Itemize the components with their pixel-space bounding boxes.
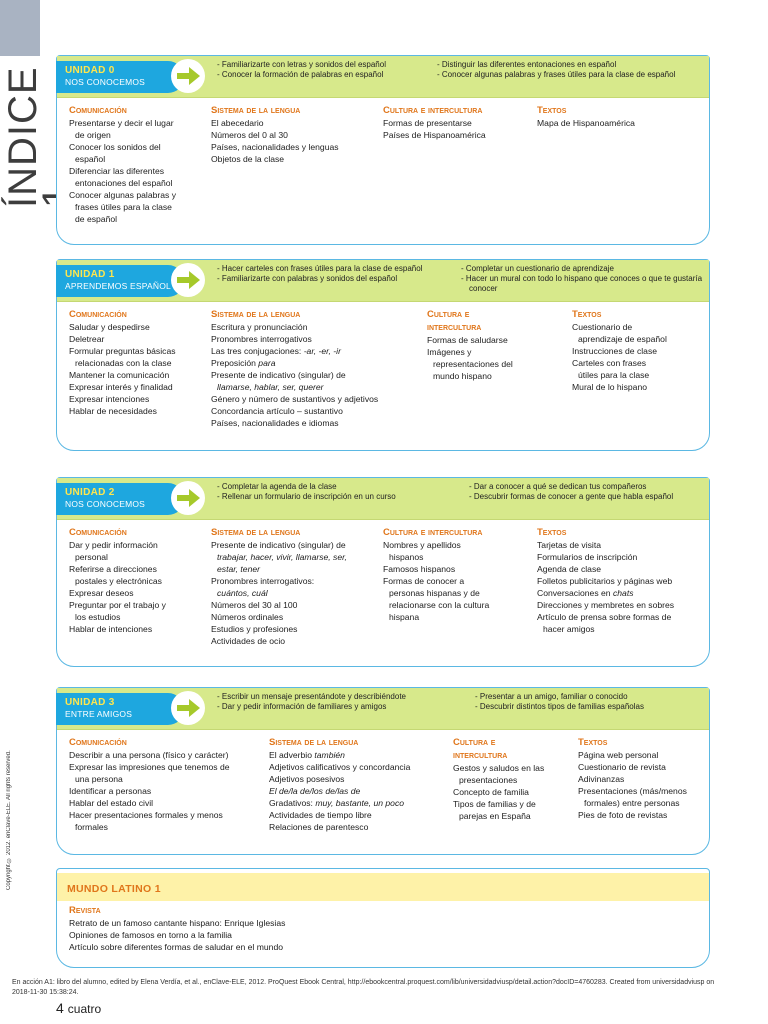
objectives-left — [217, 692, 465, 712]
mundo-line: Artículo sobre diferentes formas de saludar en el mundo — [69, 942, 284, 952]
column-line: Tarjetas de visita — [537, 540, 602, 550]
column-line: formales — [75, 822, 108, 832]
mundo-latino-header — [57, 873, 709, 901]
column-line: Expresar intenciones — [69, 394, 150, 404]
column-line: Dar y pedir información — [69, 540, 158, 550]
column-title: Comunicación — [69, 527, 127, 538]
column-line: relacionadas con la clase — [75, 358, 172, 368]
column-line: Formas de presentarse — [383, 118, 472, 128]
column-line: personal — [75, 552, 108, 562]
mundo-section-title: Revista — [69, 905, 101, 916]
unit-body — [57, 98, 709, 224]
column-line: postales y electrónicas — [75, 576, 162, 586]
column-line: El abecedario — [211, 118, 264, 128]
mundo-line: Opiniones de famosos en torno a la familia — [69, 930, 232, 940]
column-line: Adjetivos posesivos — [269, 774, 345, 784]
page-number-digit: 4 — [56, 1000, 64, 1016]
column-line: relacionarse con la cultura — [389, 600, 490, 610]
unit-box — [56, 477, 710, 667]
column-line: hacer amigos — [543, 624, 595, 634]
column-title: Sistema de la lengua — [269, 737, 359, 748]
column-line: Expresar deseos — [69, 588, 134, 598]
mundo-latino-box — [56, 868, 710, 968]
column-line: Gradativos: muy, bastante, un poco — [269, 798, 405, 808]
content-column — [69, 736, 230, 833]
content-column — [537, 526, 674, 635]
unit-body — [57, 302, 709, 428]
column-line: parejas en España — [459, 811, 531, 821]
column-title: Cultura e intercultura — [383, 527, 483, 538]
column-line: Referirse a direcciones — [69, 564, 157, 574]
unit-box — [56, 687, 710, 855]
column-line: Pronombres interrogativos — [211, 334, 312, 344]
corner-block — [0, 0, 40, 56]
column-line: Formas de conocer a — [383, 576, 465, 586]
objective-item: - Completar la agenda de la clase — [217, 482, 337, 491]
column-title: Comunicación — [69, 737, 127, 748]
unit-subtitle: ENTRE AMIGOS — [65, 709, 133, 719]
column-line: Presentarse y decir el lugar — [69, 118, 174, 128]
column-line: presentaciones — [459, 775, 518, 785]
unit-box — [56, 259, 710, 451]
column-title: Cultura e — [453, 737, 496, 748]
column-line: Hablar del estado civil — [69, 798, 154, 808]
unit-number: UNIDAD 3 — [65, 697, 115, 708]
column-title: Sistema de la lengua — [211, 527, 301, 538]
column-line: Hablar de necesidades — [69, 406, 157, 416]
objective-item: - Conocer la formación de palabras en español — [217, 70, 384, 79]
content-column — [453, 736, 544, 822]
unit-number: UNIDAD 1 — [65, 269, 115, 280]
column-line: Conocer algunas palabras y — [69, 190, 177, 200]
column-line: Estudios y profesiones — [211, 624, 298, 634]
column-line: Actividades de tiempo libre — [269, 810, 372, 820]
unit-header — [57, 260, 709, 302]
column-line: Cuestionario de revista — [578, 762, 666, 772]
objectives-left — [217, 60, 427, 80]
unit-header — [57, 478, 709, 520]
column-line: los estudios — [75, 612, 121, 622]
column-line: Actividades de ocio — [211, 636, 286, 646]
column-line: Formularios de inscripción — [537, 552, 638, 562]
column-line: Artículo de prensa sobre formas de — [537, 612, 672, 622]
column-line: Expresar las impresiones que tenemos de — [69, 762, 230, 772]
objective-item: - Hacer un mural con todo lo hispano que conoces o que te gustaría conocer — [461, 274, 703, 293]
mundo-latino-title: MUNDO LATINO 1 — [67, 883, 161, 895]
column-line: trabajar, hacer, vivir, llamarse, ser, — [217, 552, 347, 562]
column-line: El adverbio también — [269, 750, 345, 760]
column-line: cuántos, cuál — [217, 588, 268, 598]
column-line: Pronombres interrogativos: — [211, 576, 315, 586]
column-title: Textos — [572, 309, 602, 320]
unit-box — [56, 55, 710, 245]
column-line: hispanos — [389, 552, 424, 562]
column-line: Nombres y apellidos — [383, 540, 461, 550]
column-line: Agenda de clase — [537, 564, 602, 574]
objective-item: - Hacer carteles con frases útiles para la clase de español — [217, 264, 423, 273]
objectives-right — [461, 264, 707, 294]
unit-tab — [56, 693, 184, 725]
column-line: Saludar y despedirse — [69, 322, 150, 332]
column-line: una persona — [75, 774, 123, 784]
column-title: intercultura — [427, 322, 482, 333]
unit-header — [57, 688, 709, 730]
unit-body — [57, 730, 709, 832]
column-line: Concordancia artículo – sustantivo — [211, 406, 343, 416]
column-line: Escritura y pronunciación — [211, 322, 308, 332]
objective-item: - Descubrir distintos tipos de familias españolas — [475, 702, 644, 711]
unit-tab — [56, 265, 184, 297]
column-line: Página web personal — [578, 750, 659, 760]
column-line: Hacer presentaciones formales y menos — [69, 810, 223, 820]
column-line: Tipos de familias y de — [453, 799, 536, 809]
column-line: Adivinanzas — [578, 774, 625, 784]
column-line: Países de Hispanoamérica — [383, 130, 486, 140]
column-line: Presentaciones (más/menos — [578, 786, 687, 796]
objective-item: - Dar y pedir información de familiares y amigos — [217, 702, 387, 711]
objectives-left — [217, 482, 459, 502]
column-line: Folletos publicitarios y páginas web — [537, 576, 673, 586]
column-title: Textos — [578, 737, 608, 748]
unit-number: UNIDAD 0 — [65, 65, 115, 76]
column-line: Formular preguntas básicas — [69, 346, 176, 356]
column-line: Gestos y saludos en las — [453, 763, 545, 773]
unit-tab — [56, 483, 184, 515]
unit-subtitle: NOS CONOCEMOS — [65, 499, 146, 509]
column-line: mundo hispano — [433, 371, 492, 381]
column-line: Género y número de sustantivos y adjetivos — [211, 394, 379, 404]
column-line: llamarse, hablar, ser, querer — [217, 382, 324, 392]
column-line: Números del 0 al 30 — [211, 130, 288, 140]
column-line: Hablar de intenciones — [69, 624, 153, 634]
column-line: hispana — [389, 612, 420, 622]
footer-citation: En acción A1: libro del alumno, edited by Elena Verdía, et al., enClave-ELE, 2012. ProQuest Ebook Central, http://ebookcentral.proquest.com/lib/universidadviusp/detail.action?docID=4760283. Created from universidadviusp on 2018-11-30 15:38:24. — [12, 979, 715, 996]
objectives-left — [217, 264, 451, 284]
side-title: ÍNDICE — [1, 66, 45, 208]
column-line: Preposición para — [211, 358, 276, 368]
column-title: Textos — [537, 105, 567, 116]
column-line: Países, nacionalidades e idiomas — [211, 418, 339, 428]
unit-number: UNIDAD 2 — [65, 487, 115, 498]
content-column — [427, 308, 513, 382]
content-column — [269, 736, 410, 833]
column-title: Comunicación — [69, 309, 127, 320]
content-column — [572, 308, 667, 393]
column-line: El de/la de/los de/las de — [269, 786, 361, 796]
column-line: Mural de lo hispano — [572, 382, 648, 392]
mundo-latino-body — [57, 901, 709, 953]
objective-item: - Familiarizarte con letras y sonidos del español — [217, 60, 386, 69]
arrow-right-icon — [171, 481, 205, 515]
unit-subtitle: APRENDEMOS ESPAÑOL — [65, 281, 171, 291]
column-title: Textos — [537, 527, 567, 538]
content-column — [69, 526, 166, 635]
column-line: representaciones del — [433, 359, 513, 369]
column-line: Formas de saludarse — [427, 335, 508, 345]
content-column — [383, 104, 486, 141]
content-column — [578, 736, 687, 821]
column-line: de español — [75, 214, 118, 224]
column-line: Mantener la comunicación — [69, 370, 170, 380]
page-number-word: cuatro — [67, 1002, 102, 1016]
column-line: Países, nacionalidades y lenguas — [211, 142, 339, 152]
unit-tab — [56, 61, 184, 93]
mundo-line: Retrato de un famoso cantante hispano: Enrique Iglesias — [69, 918, 286, 928]
objective-item: - Descubrir formas de conocer a gente que habla español — [469, 492, 674, 501]
objectives-right — [475, 692, 707, 712]
column-line: Las tres conjugaciones: -ar, -er, -ir — [211, 346, 341, 356]
objective-item: - Familiarizarte con palabras y sonidos del español — [217, 274, 398, 283]
objective-item: - Completar un cuestionario de aprendizaje — [461, 264, 614, 273]
column-line: entonaciones del español — [75, 178, 173, 188]
column-line: Instrucciones de clase — [572, 346, 658, 356]
column-line: Deletrear — [69, 334, 105, 344]
column-line: Carteles con frases — [572, 358, 647, 368]
unit-body — [57, 520, 709, 646]
content-column — [69, 104, 176, 225]
column-line: Diferenciar las diferentes — [69, 166, 165, 176]
column-line: de origen — [75, 130, 111, 140]
column-line: Presente de indicativo (singular) de — [211, 370, 346, 380]
column-line: Números ordinales — [211, 612, 284, 622]
content-column — [69, 308, 176, 417]
column-line: Mapa de Hispanoamérica — [537, 118, 635, 128]
column-line: Concepto de familia — [453, 787, 529, 797]
column-line: Conocer los sonidos del — [69, 142, 161, 152]
content-column — [211, 526, 347, 647]
objective-item: - Distinguir las diferentes entonaciones en español — [437, 60, 617, 69]
content-column — [383, 526, 489, 623]
column-line: Famosos hispanos — [383, 564, 456, 574]
column-line: Conversaciones en chats — [537, 588, 634, 598]
content-column — [537, 104, 635, 129]
column-line: Relaciones de parentesco — [269, 822, 369, 832]
column-line: Expresar interés y finalidad — [69, 382, 173, 392]
column-line: español — [75, 154, 106, 164]
column-line: Cuestionario de — [572, 322, 633, 332]
objective-item: - Presentar a un amigo, familiar o conocido — [475, 692, 628, 701]
arrow-right-icon — [171, 691, 205, 725]
column-title: Cultura e intercultura — [383, 105, 483, 116]
content-column — [211, 308, 378, 429]
column-title: Comunicación — [69, 105, 127, 116]
column-line: Números del 30 al 100 — [211, 600, 298, 610]
unit-subtitle: NOS CONOCEMOS — [65, 77, 146, 87]
column-title: intercultura — [453, 750, 508, 761]
column-line: estar, tener — [217, 564, 260, 574]
objectives-right — [437, 60, 707, 80]
column-line: personas hispanas y de — [389, 588, 480, 598]
column-line: útiles para la clase — [578, 370, 650, 380]
column-line: Adjetivos calificativos y concordancia — [269, 762, 411, 772]
column-line: Direcciones y membretes en sobres — [537, 600, 675, 610]
column-line: Presente de indicativo (singular) de — [211, 540, 346, 550]
column-line: Imágenes y — [427, 347, 472, 357]
column-line: Identificar a personas — [69, 786, 152, 796]
column-line: frases útiles para la clase — [75, 202, 172, 212]
column-line: formales) entre personas — [584, 798, 680, 808]
column-title: Cultura e — [427, 309, 470, 320]
column-title: Sistema de la lengua — [211, 309, 301, 320]
objectives-right — [469, 482, 707, 502]
column-line: Pies de foto de revistas — [578, 810, 668, 820]
content-column — [211, 104, 339, 165]
column-line: Objetos de la clase — [211, 154, 285, 164]
column-line: Preguntar por el trabajo y — [69, 600, 166, 610]
objective-item: - Rellenar un formulario de inscripción en un curso — [217, 492, 396, 501]
column-line: aprendizaje de español — [578, 334, 667, 344]
column-title: Sistema de la lengua — [211, 105, 301, 116]
objective-item: - Dar a conocer a qué se dedican tus compañeros — [469, 482, 647, 491]
copyright-note: Copyright © 2012. enClave-ELE. All rights reserved. — [6, 750, 12, 890]
column-line: Describir a una persona (físico y carácter) — [69, 750, 229, 760]
objective-item: - Conocer algunas palabras y frases útiles para la clase de español — [437, 70, 676, 79]
arrow-right-icon — [171, 263, 205, 297]
unit-header — [57, 56, 709, 98]
arrow-right-icon — [171, 59, 205, 93]
objective-item: - Escribir un mensaje presentándote y describiéndote — [217, 692, 406, 701]
page-number — [56, 1000, 101, 1016]
